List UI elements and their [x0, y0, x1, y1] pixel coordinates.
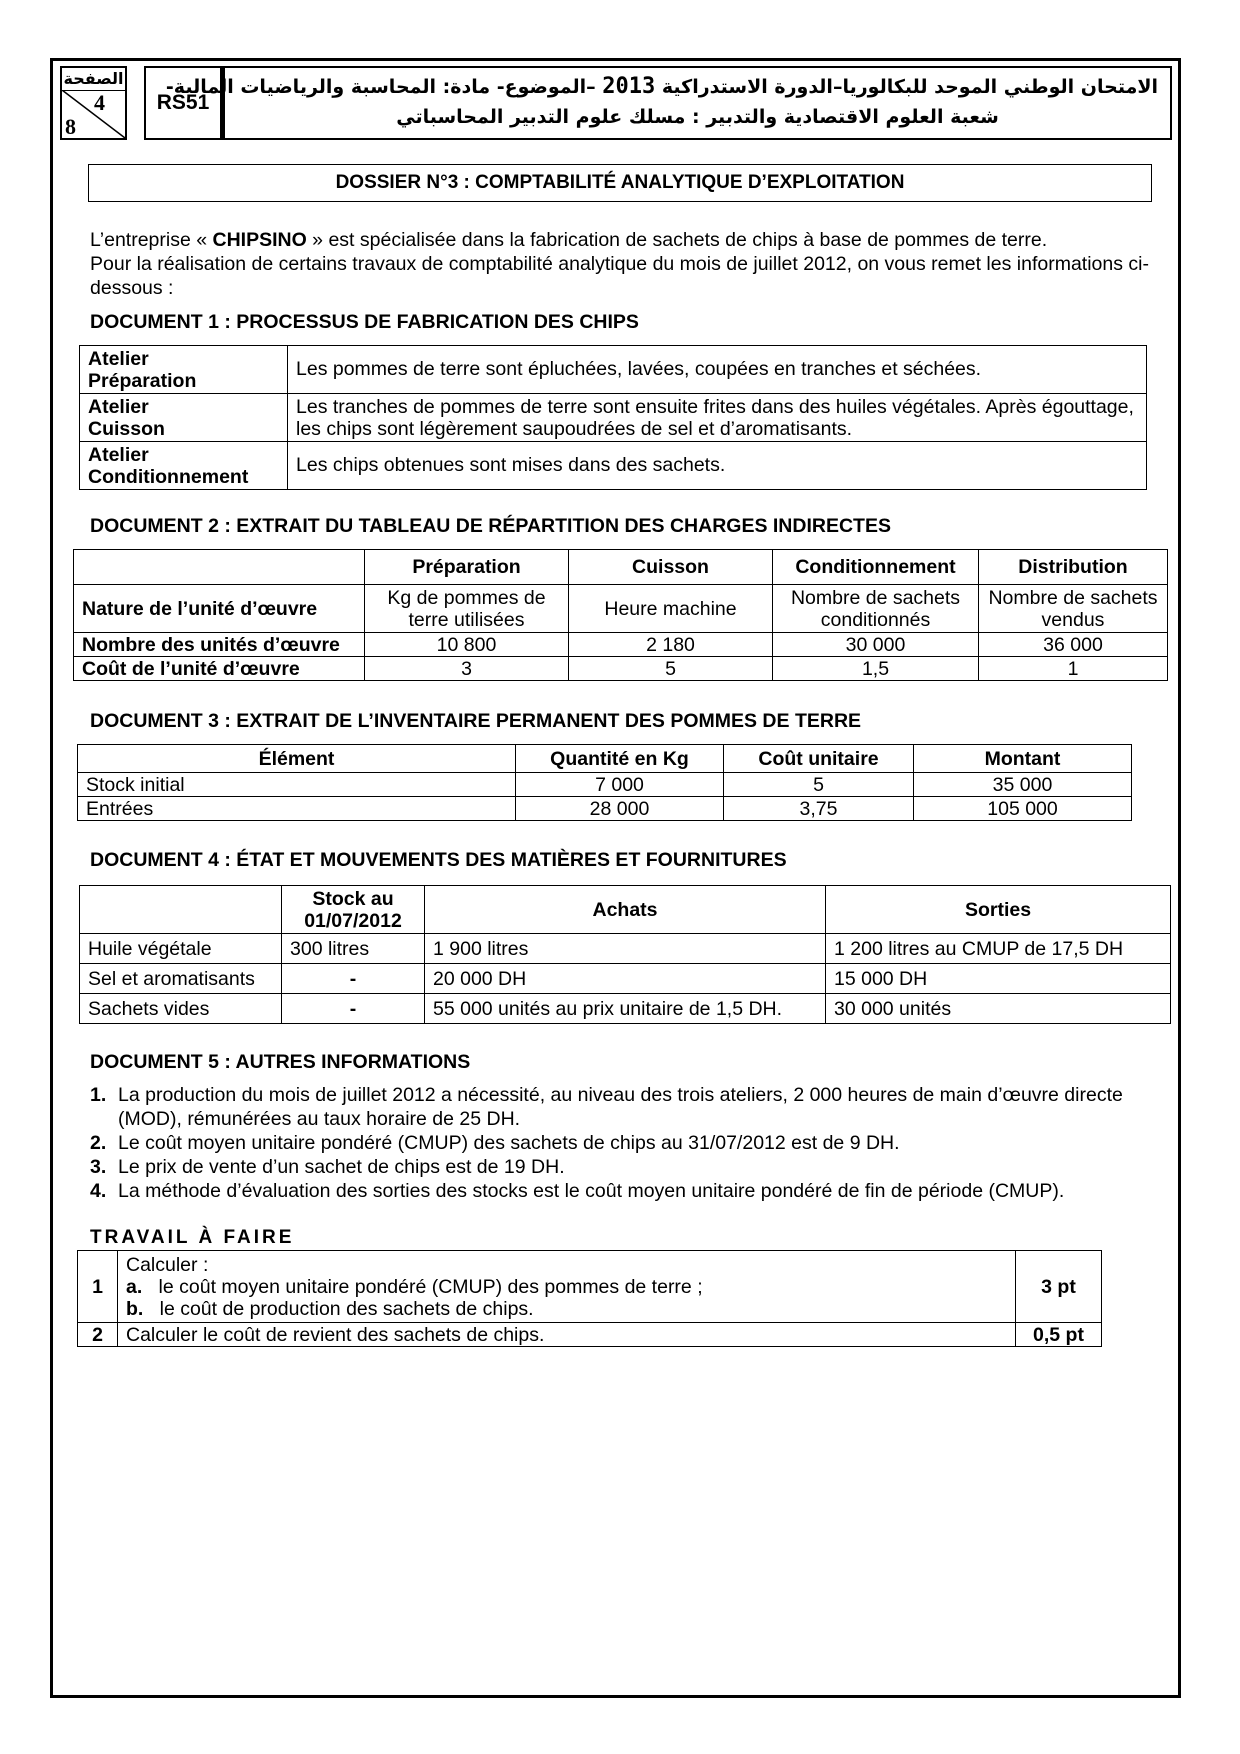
intro-paragraph [90, 228, 1150, 300]
cell: Nombre de sachets vendus [979, 585, 1168, 633]
question-text: Calculer : a. le coût moyen unitaire pondéré (CMUP) des pommes de terre ; b. le coût de production des sachets de chips. [118, 1251, 1016, 1323]
page-frame [50, 58, 1181, 1698]
doc4-title: DOCUMENT 4 : ÉTAT ET MOUVEMENTS DES MATIÈRES ET FOURNITURES [90, 849, 787, 871]
exam-title-line1 [165, 74, 1158, 99]
table-row [80, 964, 1171, 994]
cell: 1 [979, 657, 1168, 681]
table-header-row [78, 745, 1132, 773]
exam-year: 2013 [602, 74, 656, 99]
cell: 3 [365, 657, 569, 681]
exam-title-part-a: الامتحان الوطني الموحد للبكالوريا–الدورة الاستدراكية [661, 76, 1158, 98]
row-label: Nature de l’unité d’œuvre [74, 585, 365, 633]
cell: Stock initial [78, 773, 516, 797]
col-header: Distribution [979, 550, 1168, 585]
cell: Huile végétale [80, 934, 282, 964]
cell: 55 000 unités au prix unitaire de 1,5 DH. [425, 994, 826, 1024]
doc1-title: DOCUMENT 1 : PROCESSUS DE FABRICATION DES CHIPS [90, 311, 639, 333]
table-row [80, 442, 1147, 490]
cell: 1 200 litres au CMUP de 17,5 DH [826, 934, 1171, 964]
cell: 300 litres [282, 934, 425, 964]
table-row [78, 1251, 1102, 1323]
table-row [74, 633, 1168, 657]
table-header-row [74, 550, 1168, 585]
col-header: Préparation [365, 550, 569, 585]
cell: Entrées [78, 797, 516, 821]
cell: 1,5 [773, 657, 979, 681]
page-total: 8 [65, 114, 76, 139]
table-row [80, 994, 1171, 1024]
list-item: 3. Le prix de vente d’un sachet de chips est de 19 DH. [90, 1156, 565, 1178]
cell: 10 800 [365, 633, 569, 657]
cell: 5 [724, 773, 914, 797]
doc3-table [77, 744, 1132, 821]
dossier-title: DOSSIER N°3 : COMPTABILITÉ ANALYTIQUE D’EXPLOITATION [88, 164, 1152, 202]
cell: 5 [569, 657, 773, 681]
cell: 7 000 [516, 773, 724, 797]
cell: 3,75 [724, 797, 914, 821]
cell: - [282, 964, 425, 994]
col-header: Coût unitaire [724, 745, 914, 773]
exam-title-part-b: –الموضوع- مادة: المحاسبة والرياضيات المالية- [165, 76, 596, 98]
cell: Nombre de sachets conditionnés [773, 585, 979, 633]
question-points: 0,5 pt [1016, 1323, 1102, 1347]
doc5-list [90, 1083, 1150, 1203]
cell: 1 900 litres [425, 934, 826, 964]
cell: Kg de pommes de terre utilisées [365, 585, 569, 633]
cell: Heure machine [569, 585, 773, 633]
atelier-desc: Les chips obtenues sont mises dans des sachets. [288, 442, 1147, 490]
cell: 35 000 [914, 773, 1132, 797]
table-row [74, 657, 1168, 681]
empty-cell [74, 550, 365, 585]
atelier-cell: Atelier Préparation [80, 346, 288, 394]
atelier-desc: Les pommes de terre sont épluchées, lavées, coupées en tranches et séchées. [288, 346, 1147, 394]
cell: 105 000 [914, 797, 1132, 821]
cell: 28 000 [516, 797, 724, 821]
table-row [78, 797, 1132, 821]
question-number: 2 [78, 1323, 118, 1347]
doc2-title: DOCUMENT 2 : EXTRAIT DU TABLEAU DE RÉPARTITION DES CHARGES INDIRECTES [90, 515, 891, 537]
travail-table [77, 1250, 1102, 1347]
col-header: Conditionnement [773, 550, 979, 585]
col-header: Cuisson [569, 550, 773, 585]
col-header: Quantité en Kg [516, 745, 724, 773]
cell: 20 000 DH [425, 964, 826, 994]
intro-after: » est spécialisée dans la fabrication de sachets de chips à base de pommes de terre. [306, 229, 1048, 251]
exam-code: RS51 [144, 66, 222, 140]
question-text: Calculer le coût de revient des sachets de chips. [118, 1323, 1016, 1347]
table-header-row [80, 886, 1171, 934]
atelier-desc: Les tranches de pommes de terre sont ensuite frites dans des huiles végétales. Après égouttage, les chips sont légèrement saupoudrées de sel et d’aromatisants. [288, 394, 1147, 442]
list-item: 4. La méthode d’évaluation des sorties des stocks est le coût moyen unitaire pondéré de fin de période (CMUP). [90, 1180, 1065, 1202]
table-row [78, 1323, 1102, 1347]
intro-before: L’entreprise « [90, 229, 213, 251]
cell: Sel et aromatisants [80, 964, 282, 994]
travail-title: TRAVAIL À FAIRE [90, 1227, 295, 1248]
exam-title-line2: شعبة العلوم الاقتصادية والتدبير : مسلك علوم التدبير المحاسباتي [396, 106, 999, 128]
atelier-cell: Atelier Conditionnement [80, 442, 288, 490]
cell: 36 000 [979, 633, 1168, 657]
row-label: Coût de l’unité d’œuvre [74, 657, 365, 681]
cell: 30 000 [773, 633, 979, 657]
doc3-title: DOCUMENT 3 : EXTRAIT DE L’INVENTAIRE PERMANENT DES POMMES DE TERRE [90, 710, 862, 732]
intro-line2: Pour la réalisation de certains travaux de comptabilité analytique du mois de juillet 2012, on vous remet les informations ci-dessous : [90, 253, 1149, 299]
empty-cell [80, 886, 282, 934]
table-row [74, 585, 1168, 633]
list-item: 2. Le coût moyen unitaire pondéré (CMUP) des sachets de chips au 31/07/2012 est de 9 DH. [90, 1132, 900, 1154]
col-header: Achats [425, 886, 826, 934]
cell: 15 000 DH [826, 964, 1171, 994]
page-number: 4 [94, 90, 105, 115]
question-points: 3 pt [1016, 1251, 1102, 1323]
cell: Sachets vides [80, 994, 282, 1024]
col-header: Élément [78, 745, 516, 773]
col-header: Montant [914, 745, 1132, 773]
table-row [80, 346, 1147, 394]
doc5-title: DOCUMENT 5 : AUTRES INFORMATIONS [90, 1051, 471, 1073]
cell: 30 000 unités [826, 994, 1171, 1024]
doc1-table [79, 345, 1147, 490]
table-row [78, 773, 1132, 797]
col-header: Sorties [826, 886, 1171, 934]
row-label: Nombre des unités d’œuvre [74, 633, 365, 657]
company-name: CHIPSINO [212, 229, 307, 251]
page-number-box [60, 66, 127, 140]
col-header: Stock au 01/07/2012 [282, 886, 425, 934]
table-row [80, 934, 1171, 964]
cell: - [282, 994, 425, 1024]
question-number: 1 [78, 1251, 118, 1323]
cell: 2 180 [569, 633, 773, 657]
page-label: الصفحة [62, 68, 125, 91]
doc2-table [73, 549, 1168, 681]
list-item: 1. La production du mois de juillet 2012 a nécessité, au niveau des trois ateliers, 2 000 heures de main d’œuvre directe (MOD), rémunérées au taux horaire de 25 DH. [90, 1084, 1123, 1130]
atelier-cell: Atelier Cuisson [80, 394, 288, 442]
doc4-table [79, 885, 1171, 1024]
table-row [80, 394, 1147, 442]
